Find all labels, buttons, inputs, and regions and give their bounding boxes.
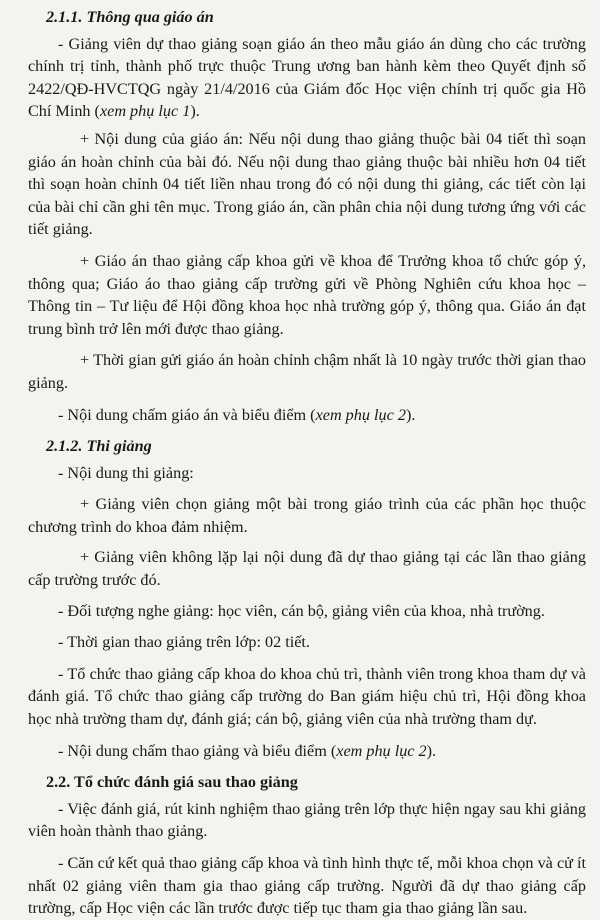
paragraph: + Giáo án thao giảng cấp khoa gửi về khoa để Trưởng khoa tổ chức góp ý, thông qua; Giáo áo thao giảng cấp trường gửi về Phòng Nghiên cứu khoa học – Thông tin – Tư liệu để Hội đồng khoa học nhà trường góp ý, thông qua. Giáo án đạt trung bình trở lên mới được thao giảng.: [28, 251, 586, 338]
paragraph-text: - Nội dung chấm giáo án và biểu điểm (: [58, 405, 316, 424]
paragraph-text: ).: [405, 405, 416, 424]
appendix-reference: xem phụ lục 2: [315, 405, 406, 424]
paragraph: [28, 33, 586, 123]
section-heading-2-1-1: 2.1.1. Thông qua giáo án: [46, 8, 214, 26]
paragraph: + Thời gian gửi giáo án hoàn chỉnh chậm nhất là 10 ngày trước thời gian thao giảng.: [28, 351, 586, 392]
paragraph: - Căn cứ kết quả thao giảng cấp khoa và tình hình thực tế, mỗi khoa chọn và cử ít nhất 02 giảng viên tham gia thao giảng cấp trường. Người đã dự thao giảng cấp trường, cấp Học viện các lần trước được tiếp tục tham gia thao giảng lần sau.: [28, 854, 586, 918]
section-heading-2-1-2: 2.1.2. Thi giảng: [46, 437, 152, 456]
appendix-reference: xem phụ lục 1: [99, 102, 191, 121]
paragraph: + Giảng viên không lặp lại nội dung đã dự thao giảng tại các lần thao giảng cấp trường trước đó.: [28, 548, 586, 590]
paragraph: + Nội dung của giáo án: Nếu nội dung thao giảng thuộc bài 04 tiết thì soạn giáo án hoàn chỉnh của bài đó. Nếu nội dung thao giảng thuộc bài nhiều hơn 04 tiết thì soạn hoàn chỉnh 04 tiết liền nhau trong đó có nội dung thi giảng, các tiết còn lại của bài chỉ cần ghi tên mục. Trong giáo án, cần phân chia nội dung tương ứng với các tiết giảng.: [28, 129, 586, 239]
paragraph: - Đối tượng nghe giảng: học viên, cán bộ, giảng viên của khoa, nhà trường.: [58, 601, 545, 620]
paragraph: [28, 740, 586, 763]
paragraph: - Tổ chức thao giảng cấp khoa do khoa chủ trì, thành viên trong khoa tham dự và đánh giá. Tổ chức thao giảng cấp trường do Ban giám hiệu chủ trì, Hội đồng khoa học nhà trường tham dự, đánh giá; cán bộ, giảng viên của nhà trường tham dự.: [28, 664, 586, 729]
paragraph: - Nội dung thi giảng:: [58, 463, 194, 482]
paragraph-text: ).: [426, 741, 437, 760]
paragraph: [28, 404, 586, 427]
section-heading-2-2: 2.2. Tổ chức đánh giá sau thao giảng: [46, 773, 298, 792]
paragraph: - Việc đánh giá, rút kinh nghiệm thao giảng trên lớp thực hiện ngay sau khi giảng viên hoàn thành thao giảng.: [28, 799, 586, 841]
paragraph-text: - Nội dung chấm thao giảng và biểu điểm (: [58, 741, 337, 760]
paragraph-text: ).: [190, 102, 200, 121]
paragraph-text: - Giảng viên dự thao giảng soạn giáo án theo mẫu giáo án dùng cho các trường chính trị tỉnh, thành phố trực thuộc Trung ương ban hành kèm theo Quyết định số 2422/QĐ-HVCTQG ngày 21/4/2016 của Giám đốc Học viện chính trị quốc gia Hồ Chí Minh (: [28, 34, 586, 121]
paragraph: + Giảng viên chọn giảng một bài trong giáo trình của các phần học thuộc chương trình do khoa đảm nhiệm.: [28, 495, 586, 536]
appendix-reference: xem phụ lục 2: [336, 741, 427, 760]
paragraph: - Thời gian thao giảng trên lớp: 02 tiết.: [58, 633, 310, 652]
